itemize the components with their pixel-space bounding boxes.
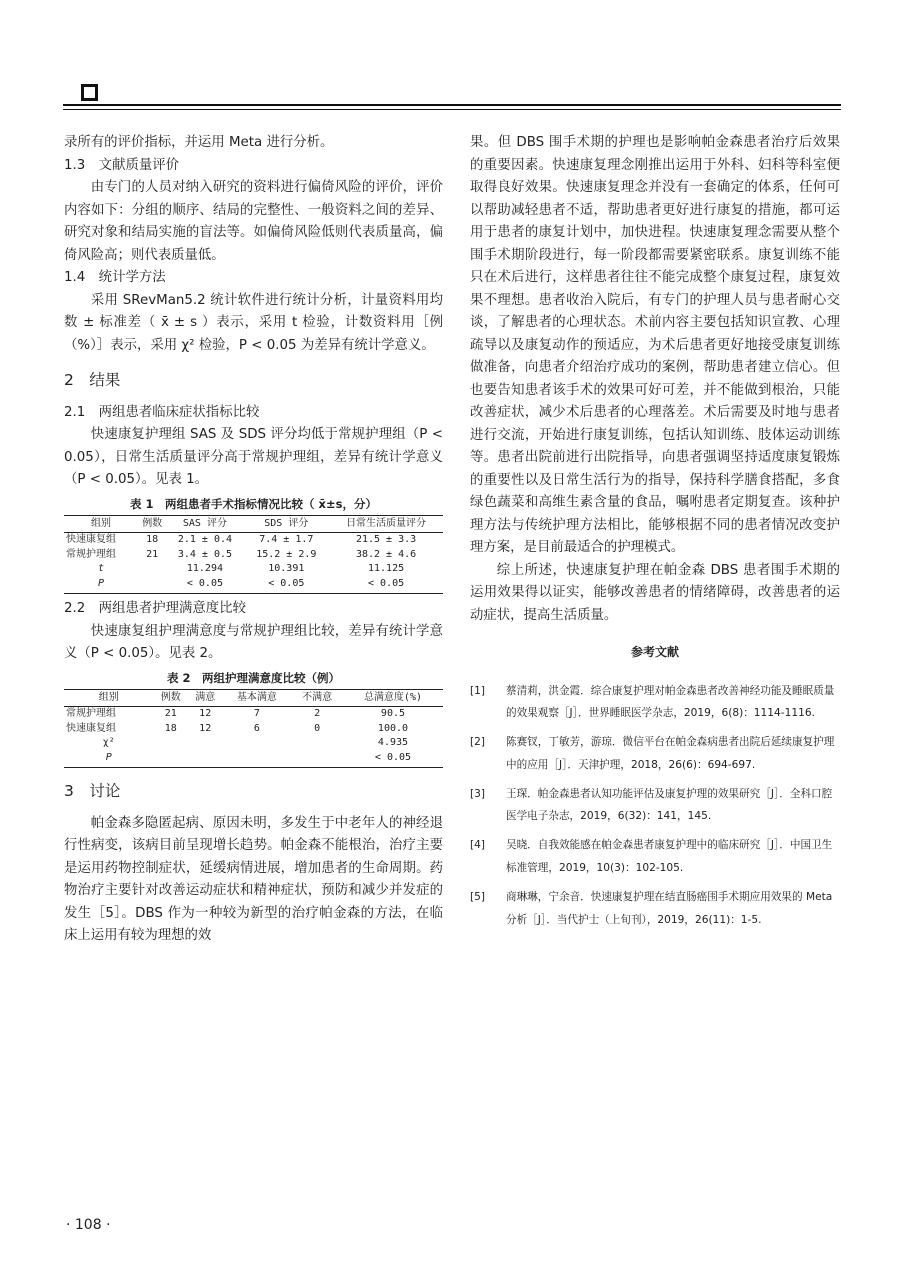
table-cell: 7.4 ± 1.7	[259, 534, 314, 545]
table-row	[64, 548, 443, 563]
page-number: · 108 ·	[66, 1217, 111, 1233]
references-title: 参考文献	[630, 645, 679, 659]
table-cell: 常规护理组	[66, 548, 116, 560]
table-cell: < 0.05	[166, 577, 243, 594]
table-cell	[222, 736, 291, 751]
table-row	[64, 533, 443, 548]
table1	[64, 515, 443, 595]
table-cell	[291, 751, 343, 768]
table-cell: 38.2 ± 4.6	[355, 548, 417, 560]
reference-number: [3]	[470, 787, 486, 800]
table-cell	[222, 751, 291, 768]
table1-header: 例数	[138, 515, 166, 533]
section-2-2-title: 2.2 两组患者护理满意度比较	[64, 601, 246, 616]
table-cell: 10.391	[268, 563, 305, 574]
conclusion-paragraph: 综上所述，快速康复护理在帕金森 DBS 患者围手术期的运用效果得以证实，能够改善患者的情绪障碍，改善患者的运动症状，提高生活质量。	[470, 562, 840, 623]
table-cell: 15.2 ± 2.9	[256, 548, 317, 560]
table-cell: 快速康复组	[66, 534, 116, 545]
table1-header: SDS 评分	[243, 515, 329, 533]
table-cell: 18	[164, 722, 177, 734]
reference-text: 陈赛钗，丁敏芳，游琼．微信平台在帕金森病患者出院后延续康复护理中的应用［J］．天津护理，2018，26(6)：694-697.	[506, 736, 835, 771]
table-row	[64, 722, 443, 737]
table-cell: < 0.05	[329, 577, 443, 594]
table2-header: 总满意度(%)	[343, 689, 443, 707]
right-column	[470, 132, 840, 937]
table-cell	[188, 751, 222, 768]
section-2-1-body: 快速康复护理组 SAS 及 SDS 评分均低于常规护理组（P < 0.05），日常生活质量评分高于常规护理组，差异有统计学意义（P < 0.05）。见表 1。	[64, 427, 443, 487]
reference-text: 吴晓．自我效能感在帕金森患者康复护理中的临床研究［J］．中国卫生标准管理，2019，10(3)：102-105.	[506, 839, 833, 875]
reference-number: [1]	[470, 684, 486, 697]
table-cell: 21	[146, 548, 159, 560]
table2-header: 基本满意	[222, 689, 291, 707]
table-cell: < 0.05	[343, 751, 443, 768]
reference-number: [2]	[470, 736, 486, 749]
table2-header: 组别	[64, 689, 154, 707]
table-row	[64, 751, 443, 768]
table-row	[64, 707, 443, 722]
table-cell: P	[64, 577, 138, 594]
journal-logo-icon	[81, 84, 98, 101]
table-row	[64, 562, 443, 577]
table2-header: 不满意	[291, 689, 343, 707]
section-1-4-body: 采用 SRevMan5.2 统计软件进行统计分析，计量资料用均数 ± 标准差（ x̄ ± s ）表示，采用 t 检验，计数资料用［例（%）］表示，采用 χ² 检验，P < 0.05 为差异有统计学意义。	[64, 292, 443, 353]
table-row	[64, 736, 443, 751]
table-cell: 2.1 ± 0.4	[177, 534, 233, 545]
table-cell	[154, 751, 188, 768]
reference-item	[470, 731, 840, 777]
table2-header: 满意	[188, 689, 222, 707]
table-cell: χ²	[102, 737, 115, 748]
reference-number: [4]	[470, 839, 486, 852]
discussion-continued: 果。但 DBS 围手术期的护理也是影响帕金森患者治疗后效果的重要因素。快速康复理念刚推出运用于外科、妇科等科室便取得良好效果。快速康复理念并没有一套确定的体系，任何可以帮助减轻患者不适，帮助患者更好进行康复的措施，都可运用于患者的康复计划中，加快进程。快速康复理念需要从整个围手术期阶段进行，每一阶段都需要紧密联系。康复训练不能只在术后进行，这样患者往往不能完成整个康复过程，康复效果不理想。患者收治入院后，有专门的护理人员与患者耐心交谈，了解患者的心理状态。术前内容主要包括知识宣教、心理疏导以及康复动作的预适应，为术后患者更好地接受康复训练做准备，向患者介绍治疗成功的案例，帮助患者建立信心。但也要告知患者该手术的效果可好可差，并不能做到根治，只能改善症状，减少术后患者的心理落差。术后需要及时地与患者进行交流，开始进行康复训练，包括认知训练、肢体运动训练等。患者出院前进行出院指导，向患者强调坚持适度康复锻炼的重要性以及日常生活行为的指导，保持科学膳食搭配，多食绿色蔬菜和高维生素含量的食品，嘱咐患者定期复查。该种护理方法与传统护理方法相比，能够根据不同的患者情况改变护理方案，是目前最适合的护理模式。	[470, 135, 840, 555]
reference-item	[470, 680, 840, 726]
section-1-3-title: 1.3 文献质量评价	[64, 157, 180, 173]
reference-text: 商琳琳，宁余音．快速康复护理在结直肠癌围手术期应用效果的 Meta 分析［J］．当代护士（上旬刊），2019，26(11)：1-5.	[506, 890, 833, 926]
section-2-title: 2 结果	[64, 371, 121, 389]
table1-header: SAS 评分	[166, 515, 243, 533]
table1-caption: 表 1 两组患者手术指标情况比较（ x̄±s，分）	[130, 496, 377, 511]
table-cell: 12	[199, 722, 212, 734]
table-cell: 4.935	[377, 737, 409, 748]
reference-text: 王琛．帕金森患者认知功能评估及康复护理的效果研究［J］．全科口腔医学电子杂志，2019，6(32)：141，145.	[506, 787, 833, 823]
section-1-3-body: 由专门的人员对纳入研究的资料进行偏倚风险的评价，评价内容如下：分组的顺序、结局的完整性、一般资料之间的差异、研究对象和结局实施的盲法等。如偏倚风险低则代表质量高，偏倚风险高；则代表质量低。	[64, 180, 443, 263]
table-cell: 7	[253, 708, 260, 719]
left-column	[64, 132, 443, 948]
table-cell: 18	[146, 534, 159, 545]
table-cell	[138, 577, 166, 594]
reference-number: [5]	[470, 890, 486, 903]
reference-text: 蔡清莉，洪金霞．综合康复护理对帕金森患者改善神经功能及睡眠质量的效果观察［J］．世界睡眠医学杂志，2019，6(8)：1114-1116.	[506, 684, 835, 720]
section-3-body: 帕金森多隐匿起病、原因未明，多发生于中老年人的神经退行性病变，该病目前呈现增长趋势。帕金森不能根治，治疗主要是运用药物控制症状，延缓病情进展，增加患者的生命周期。药物治疗主要针对改善运动症状和精神症状，预防和减少并发症的发生［5］。DBS 作为一种较为新型的治疗帕金森的方法，在临床上运用有较为理想的效	[64, 815, 443, 943]
table-cell	[291, 736, 343, 751]
reference-item	[470, 783, 840, 829]
header-rule-thin	[63, 109, 841, 110]
table-cell: 快速康复组	[66, 722, 116, 734]
section-1-4-title: 1.4 统计学方法	[64, 270, 166, 285]
table-cell	[188, 736, 222, 751]
table1-header: 日常生活质量评分	[329, 515, 443, 533]
table-cell: 90.5	[380, 708, 406, 719]
section-2-1-title: 2.1 两组患者临床症状指标比较	[64, 404, 260, 420]
table-cell: 12	[199, 708, 212, 719]
reference-item	[470, 834, 840, 880]
section-2-2-body: 快速康复组护理满意度与常规护理组比较，差异有统计学意义（P < 0.05）。见表 2。	[64, 623, 443, 661]
table-cell: 21	[164, 708, 177, 719]
table2-header: 例数	[154, 689, 188, 707]
table2-caption: 表 2 两组护理满意度比较（例）	[166, 670, 340, 685]
table-cell: < 0.05	[243, 577, 329, 594]
table-cell: P	[64, 751, 154, 768]
table-cell	[138, 562, 166, 577]
section-3-title: 3 讨论	[64, 782, 121, 800]
table-cell: 11.125	[368, 563, 405, 574]
reference-item	[470, 886, 840, 932]
table-cell	[154, 736, 188, 751]
header-rule-thick	[63, 104, 841, 106]
table-row	[64, 577, 443, 594]
table2	[64, 689, 443, 769]
table-cell: t	[97, 563, 104, 574]
table-cell: 100.0	[377, 722, 409, 734]
table-cell: 21.5 ± 3.3	[355, 534, 417, 545]
table-cell: 常规护理组	[66, 708, 116, 719]
table-cell: 6	[253, 722, 260, 734]
intro-paragraph: 录所有的评价指标，并运用 Meta 进行分析。	[64, 135, 334, 150]
table1-header: 组别	[64, 515, 138, 533]
table-cell: 2	[314, 708, 321, 719]
table-cell: 0	[314, 722, 321, 734]
table-cell: 3.4 ± 0.5	[177, 548, 233, 560]
table-cell: 11.294	[186, 563, 223, 574]
